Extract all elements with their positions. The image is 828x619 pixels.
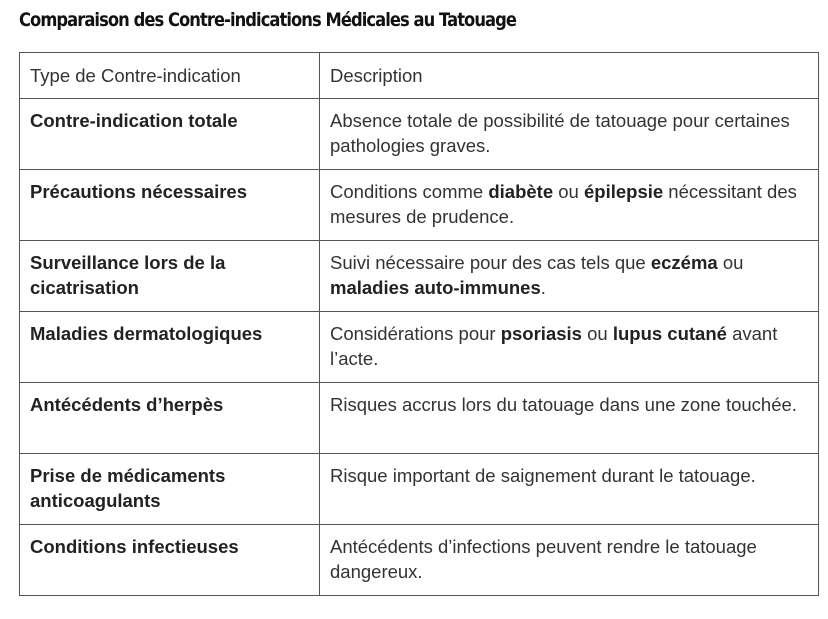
contraindication-description: Antécédents d’infections peuvent rendre le tatouage dangereux. (320, 525, 819, 596)
contraindication-type: Surveillance lors de la cicatrisation (20, 241, 320, 312)
table-row (20, 525, 819, 596)
contraindication-type: Contre-indication totale (20, 99, 320, 170)
emphasized-term: lupus cutané (612, 323, 727, 344)
table-row (20, 241, 819, 312)
contraindication-type: Maladies dermatologiques (20, 312, 320, 383)
contraindication-description: Risques accrus lors du tatouage dans une zone touchée. (320, 383, 819, 454)
contraindication-description: Considérations pour psoriasis ou lupus cutané avant l’acte. (320, 312, 819, 383)
contraindication-description: Absence totale de possibilité de tatouage pour certaines pathologies graves. (320, 99, 819, 170)
table-row (20, 383, 819, 454)
contraindication-description: Risque important de saignement durant le tatouage. (320, 454, 819, 525)
contraindication-type: Conditions infectieuses (20, 525, 320, 596)
contraindication-type: Précautions nécessaires (20, 170, 320, 241)
table-row (20, 170, 819, 241)
emphasized-term: maladies auto-immunes (330, 277, 541, 298)
table-row (20, 312, 819, 383)
contraindication-description: Suivi nécessaire pour des cas tels que eczéma ou maladies auto-immunes. (320, 241, 819, 312)
contraindication-type: Prise de médicaments anticoagulants (20, 454, 320, 525)
contraindication-type: Antécédents d’herpès (20, 383, 320, 454)
column-header-type: Type de Contre-indication (20, 53, 320, 99)
emphasized-term: psoriasis (500, 323, 582, 344)
table-header-row (20, 53, 819, 99)
table-row (20, 454, 819, 525)
page-title: Comparaison des Contre-indications Médicales au Tatouage (19, 9, 516, 31)
emphasized-term: eczéma (650, 252, 718, 273)
table-row (20, 99, 819, 170)
contraindication-description: Conditions comme diabète ou épilepsie nécessitant des mesures de prudence. (320, 170, 819, 241)
column-header-description: Description (320, 53, 819, 99)
emphasized-term: épilepsie (583, 181, 664, 202)
emphasized-term: diabète (488, 181, 554, 202)
contraindications-table (19, 52, 819, 596)
